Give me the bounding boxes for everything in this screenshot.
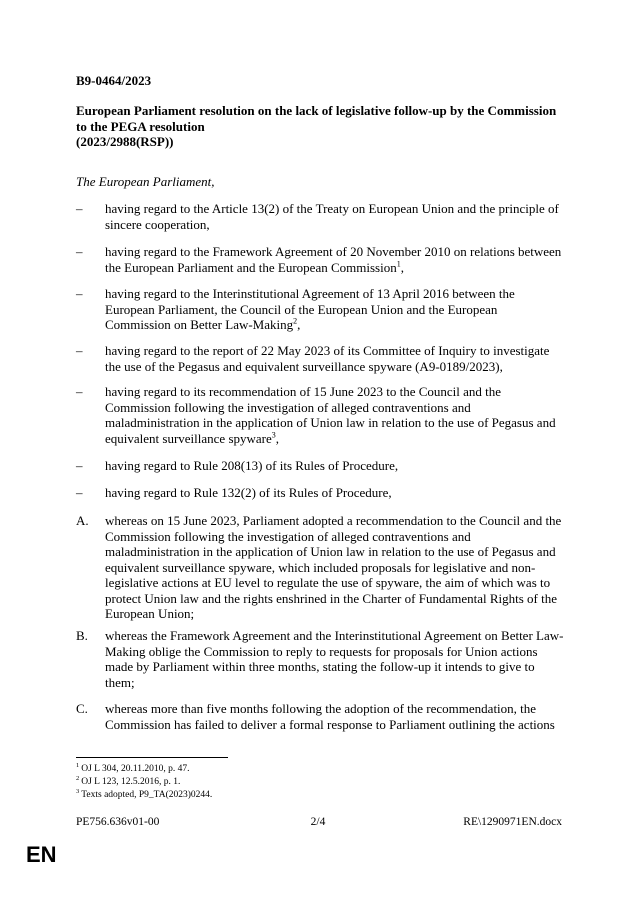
footnote-1 xyxy=(76,763,190,775)
citation-text: having regard to Rule 208(13) of its Rules of Procedure, xyxy=(105,458,399,473)
citation-marker: – xyxy=(76,458,83,473)
title-line: to the PEGA resolution xyxy=(76,118,205,134)
recital-text: whereas on 15 June 2023, Parliament adopted a recommendation to the Council and the Commission following the investigation of alleged contraventions and maladministration in the application of Union law in relation to the use of Pegasus and equivalent surveillance spyware, which included proposals for legislative and non-legislative actions at EU level to regulate the use of spyware, the aim of which was to protect Union law and the rights enshrined in the Charter of Fundamental Rights of the European Union; xyxy=(105,513,562,621)
citation-marker: – xyxy=(76,343,83,358)
recital-marker: A. xyxy=(76,513,89,528)
recital-a xyxy=(76,513,564,622)
citation-marker: – xyxy=(76,201,83,216)
footnote-ref: 3 xyxy=(271,430,276,440)
footnote-ref: 2 xyxy=(293,316,298,326)
intro-text: The European Parliament, xyxy=(76,174,215,189)
footnote-separator xyxy=(76,757,228,758)
footnote-text: Texts adopted, P9_TA(2023)0244. xyxy=(81,790,213,800)
recital-text: whereas more than five months following the adoption of the recommendation, the Commission has failed to deliver a formal response to Parliament outlining the actions xyxy=(105,701,555,732)
citation-text: having regard to Rule 132(2) of its Rules of Procedure, xyxy=(105,485,392,500)
citation-text: having regard to the Framework Agreement of 20 November 2010 on relations between the European Parliament and the European Commission xyxy=(105,244,562,275)
footer-page-number: 2/4 xyxy=(310,816,326,828)
recital-marker: C. xyxy=(76,701,88,716)
citation-4 xyxy=(76,343,564,374)
citation-2: – having regard to the Framework Agreement of 20 November 2010 on relations between the European Parliament and the European Commission$^1$, xyxy=(76,244,562,275)
footnote-ref: 1 xyxy=(396,259,401,269)
citation-marker: – xyxy=(76,485,83,500)
citation-text: having regard to the Article 13(2) of the Treaty on European Union and the principle of sincere cooperation, xyxy=(105,201,559,232)
footnote-number: 3 xyxy=(76,787,80,795)
recital-marker: B. xyxy=(76,628,88,643)
resolution-title xyxy=(76,103,576,150)
footnote-2 xyxy=(76,776,180,788)
footnote-number: 2 xyxy=(76,774,80,782)
citation-marker: – xyxy=(76,384,83,399)
citation-1 xyxy=(76,201,564,232)
citation-text: having regard to the Interinstitutional Agreement of 13 April 2016 between the European Parliament, the Council of the European Union and the European Commission on Better Law-Making xyxy=(105,286,515,332)
citation-marker: – xyxy=(76,244,83,259)
document-number: B9-0464/2023 xyxy=(76,73,152,88)
citation-text: having regard to its recommendation of 15 June 2023 to the Council and the Commission following the investigation of alleged contraventions and maladministration in the application of Union law in relation to the use of Pegasus and equivalent surveillance spyware xyxy=(105,384,556,446)
footer-file-name: RE\1290971EN.docx xyxy=(463,816,562,828)
procedure-number: (2023/2988(RSP)) xyxy=(76,134,174,149)
footnote-text: OJ L 123, 12.5.2016, p. 1. xyxy=(81,777,181,787)
citation-marker: – xyxy=(76,286,83,301)
footnote-3 xyxy=(76,789,212,801)
recital-b xyxy=(76,628,564,690)
intro-line xyxy=(76,174,215,190)
citation-6 xyxy=(76,458,564,474)
citation-text: having regard to the report of 22 May 2023 of its Committee of Inquiry to investigate the use of the Pegasus and equivalent surveillance spyware (A9-0189/2023), xyxy=(105,343,550,374)
footnote-text: OJ L 304, 20.11.2010, p. 47. xyxy=(81,764,190,774)
recital-c xyxy=(76,701,564,732)
language-tag: EN xyxy=(26,842,57,867)
footnote-number: 1 xyxy=(76,761,80,769)
footer-document-ref: PE756.636v01-00 xyxy=(76,816,160,828)
citation-3: – having regard to the Interinstitutional Agreement of 13 April 2016 between the European Parliament, the Council of the European Union and the European Commission on Better Law-Making$^2$, xyxy=(76,286,515,332)
recital-text: whereas the Framework Agreement and the Interinstitutional Agreement on Better Law-Making oblige the Commission to reply to requests for proposals for Union actions made by Parliament within three months, stating the follow-up it intends to give to them; xyxy=(105,628,564,690)
citation-5: – having regard to its recommendation of 15 June 2023 to the Council and the Commission following the investigation of alleged contraventions and maladministration in the application of Union law in relation to the use of Pegasus and equivalent surveillance spyware$^3$, xyxy=(76,384,556,446)
citation-7 xyxy=(76,485,564,501)
title-line: European Parliament resolution on the lack of legislative follow-up by the Commission xyxy=(76,103,557,118)
